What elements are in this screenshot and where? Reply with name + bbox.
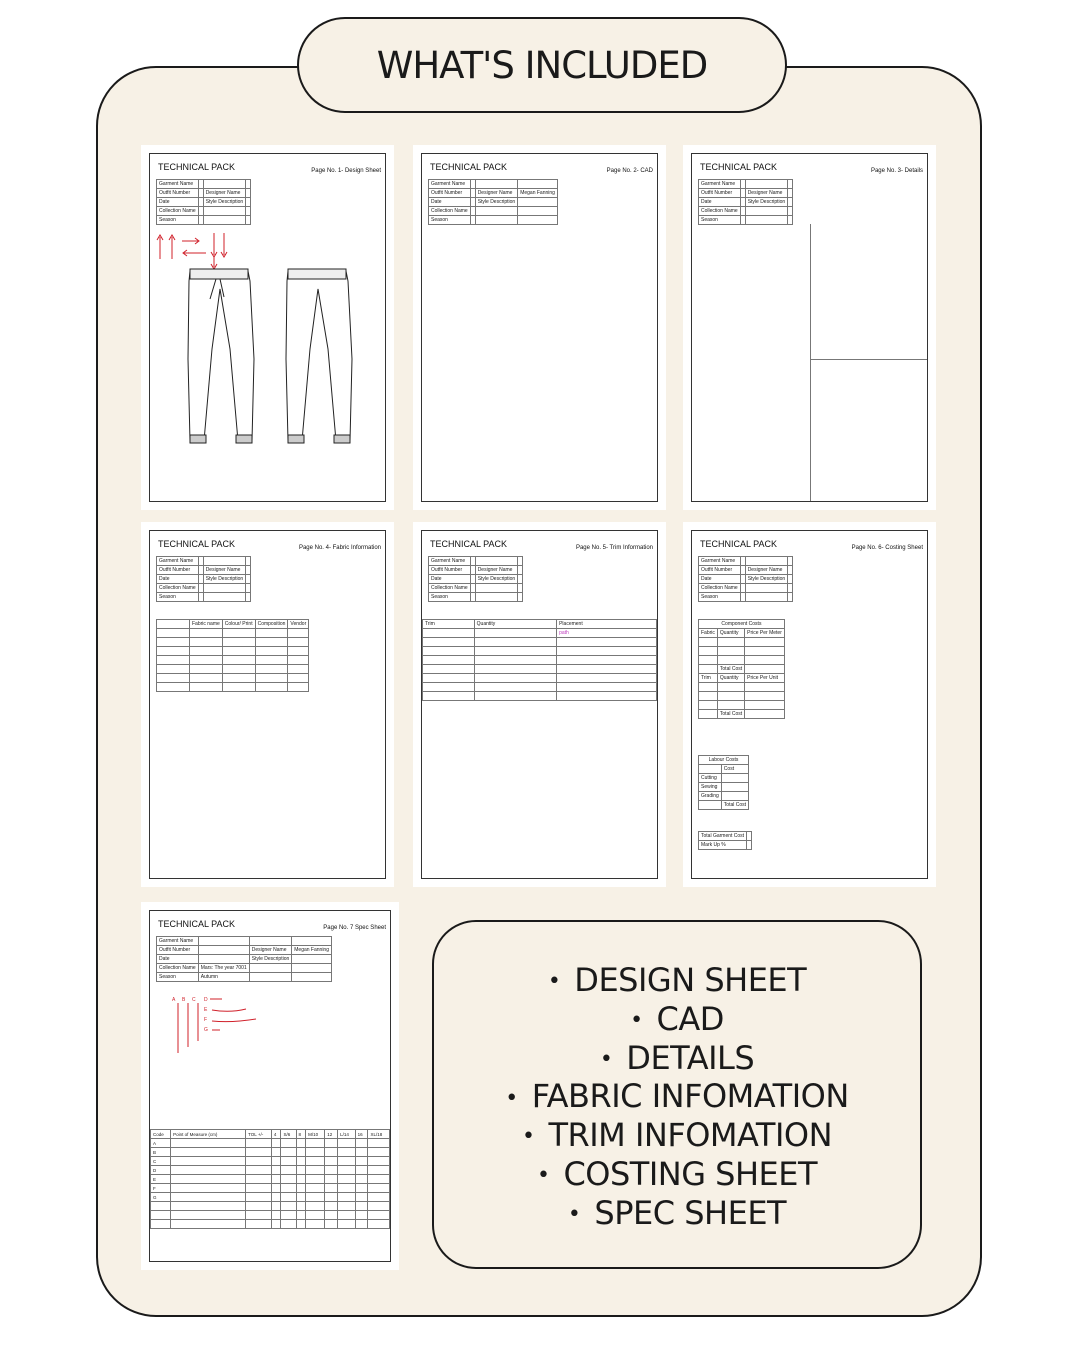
sheet-spec <box>141 902 399 1270</box>
pants-sketch <box>150 229 387 509</box>
measure-label-g: G <box>204 1027 208 1033</box>
list-item: • DETAILS <box>599 1038 755 1077</box>
list-item: • TRIM INFOMATION <box>521 1116 833 1154</box>
header-table: Garment Name Outfit Number Designer Name Date Style Description Collection Name Season <box>698 556 793 602</box>
trim-table: Trim Quantity Placement path <box>422 619 657 701</box>
sheet-page-number: Page No. 4- Fabric Information <box>298 545 381 551</box>
sheet-border <box>149 153 386 502</box>
measure-label-a: A <box>172 997 176 1003</box>
sheet-cad <box>413 145 666 510</box>
sheet-page-number: Page No. 3- Details <box>870 168 923 174</box>
sheet-page-number: Page No. 6- Costing Sheet <box>851 545 923 551</box>
sheet-page-number: Page No. 5- Trim Information <box>575 545 653 551</box>
header-table: Garment Name Outfit Number Designer Name Date Style Description Collection Name Season <box>428 556 523 602</box>
sheet-label: TECHNICAL PACK <box>700 162 778 172</box>
sheet-border <box>149 910 391 1262</box>
measure-label-f: F <box>204 1017 208 1023</box>
list-item: • SPEC SHEET <box>567 1193 787 1232</box>
sheet-costing <box>683 522 936 887</box>
measure-label-c: C <box>192 997 196 1003</box>
sheet-label: TECHNICAL PACK <box>430 539 508 549</box>
sheet-border <box>691 530 928 879</box>
page-title: WHAT'S INCLUDED <box>376 43 708 87</box>
arrow-icons <box>157 233 227 269</box>
sheet-design <box>141 145 394 510</box>
detail-divider-vertical <box>810 224 811 501</box>
measure-label-d: D <box>204 997 208 1003</box>
list-item: • FABRIC INFOMATION <box>505 1077 849 1116</box>
labour-costs-table: Labour Costs Cost Cutting Sewing Grading Total Cost <box>698 755 749 810</box>
spec-table: Code Point of Measure (cm) TOL +/- 4 S/6 8 M/10 12 L/14 16 XL/18 A B C D E F G <box>150 1129 390 1229</box>
included-list-box <box>432 920 922 1269</box>
sheet-label: TECHNICAL PACK <box>158 539 236 549</box>
garment-total-table: Total Garment Cost Mark Up % <box>698 831 752 850</box>
sheet-border <box>149 530 386 879</box>
included-list <box>434 962 920 1233</box>
sheet-page-number: Page No. 7 Spec Sheet <box>323 925 386 931</box>
sheet-page-number: Page No. 2- CAD <box>606 168 653 174</box>
measure-label-e: E <box>204 1007 208 1013</box>
component-costs-table: Component Costs Fabric Quantity Price Per Meter Total Cost Trim Quantity Price Per Unit Total Cost <box>698 619 785 719</box>
sheet-details <box>683 145 936 510</box>
sheet-label: TECHNICAL PACK <box>700 539 778 549</box>
sheet-fabric <box>141 522 394 887</box>
header-table: Garment Name Outfit Number Designer Name Date Style Description Collection Name Season <box>156 179 251 225</box>
sheet-border <box>421 530 658 879</box>
sheet-label: TECHNICAL PACK <box>430 162 508 172</box>
sheet-trim <box>413 522 666 887</box>
list-item: • COSTING SHEET <box>536 1154 818 1193</box>
sheet-border <box>421 153 658 502</box>
header-table: Garment Name Outfit Number Designer Name Date Style Description Collection Name Season <box>698 179 793 225</box>
sheet-label: TECHNICAL PACK <box>158 919 236 929</box>
trim-note: path <box>557 629 657 638</box>
measure-label-b: B <box>182 997 186 1003</box>
detail-divider-horizontal <box>810 359 927 360</box>
list-item: • DESIGN SHEET <box>547 961 807 999</box>
measurement-diagram <box>160 993 270 1063</box>
sheet-border <box>691 153 928 502</box>
title-pill <box>297 17 787 113</box>
sheet-page-number: Page No. 1- Design Sheet <box>311 168 381 174</box>
header-table: Garment Name Outfit Number Designer Name Megan Fanning Date Style Description Collection Name Mars: The year 7001 Season Autumn <box>156 936 332 982</box>
sheet-label: TECHNICAL PACK <box>158 162 236 172</box>
header-table: Garment Name Outfit Number Designer Name Megan Fanning Date Style Description Collection Name Season <box>428 179 558 225</box>
list-item: • CAD <box>630 999 724 1038</box>
fabric-table: Fabric name Colour/ Print Composition Vendor <box>156 619 309 692</box>
header-table: Garment Name Outfit Number Designer Name Date Style Description Collection Name Season <box>156 556 251 602</box>
